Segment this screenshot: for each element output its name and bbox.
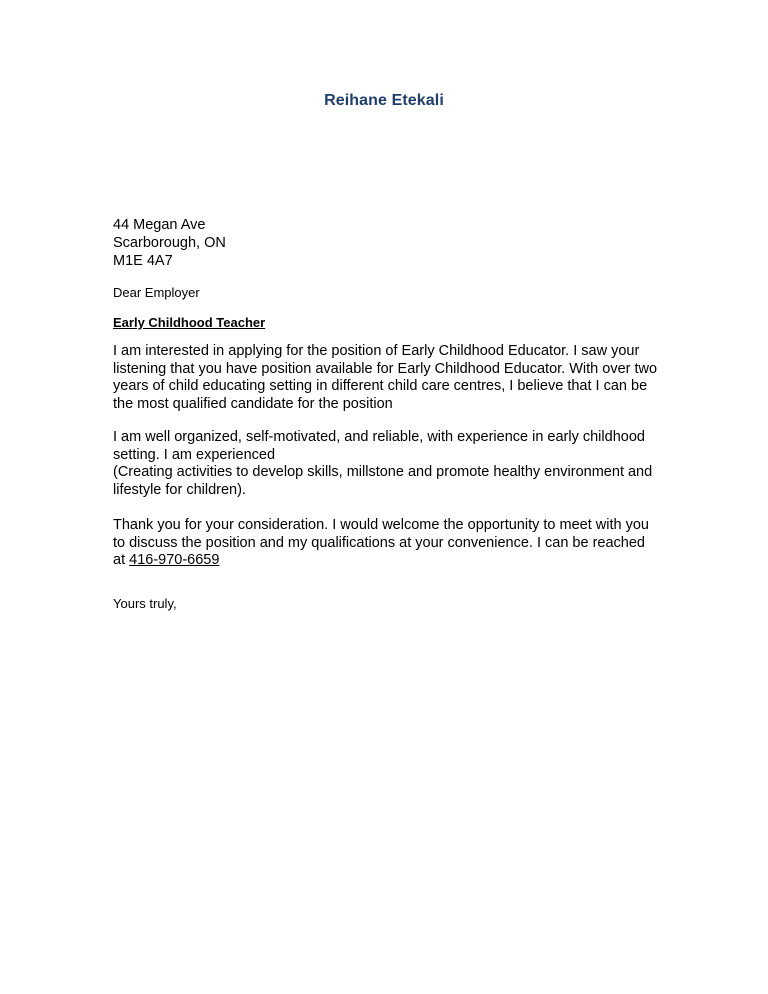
- header-name: Reihane Etekali: [324, 92, 444, 109]
- salutation: Dear Employer: [113, 285, 200, 300]
- body-paragraph-3-text: Thank you for your consideration. I would welcome the opportunity to meet with you to discuss the position and my qualifications at your convenience. I can be reached at: [113, 517, 649, 568]
- subject-line: Early Childhood Teacher: [113, 315, 266, 330]
- body-paragraph-2: [113, 429, 658, 499]
- body-paragraph-1: I am interested in applying for the position of Early Childhood Educator. I saw your listening that you have position available for Early Childhood Educator. With over two years of child educating setting in different child care centres, I believe that I can be the most qualified candidate for the position: [113, 343, 658, 412]
- address-line-3: M1E 4A7: [113, 253, 173, 269]
- address-line-1: 44 Megan Ave: [113, 217, 206, 233]
- body-paragraph-3: [113, 517, 658, 570]
- phone-link[interactable]: 416-970-6659: [129, 552, 220, 568]
- closing: Yours truly,: [113, 595, 177, 611]
- address-block: [113, 216, 658, 270]
- body-paragraph-2-line-2: (Creating activities to develop skills, millstone and promote healthy environment and lifestyle for children).: [113, 464, 653, 498]
- address-line-2: Scarborough, ON: [113, 235, 226, 251]
- body-paragraph-2-line-1: I am well organized, self-motivated, and reliable, with experience in early childhood setting. I am experienced: [113, 429, 645, 463]
- letter-content: [113, 216, 658, 612]
